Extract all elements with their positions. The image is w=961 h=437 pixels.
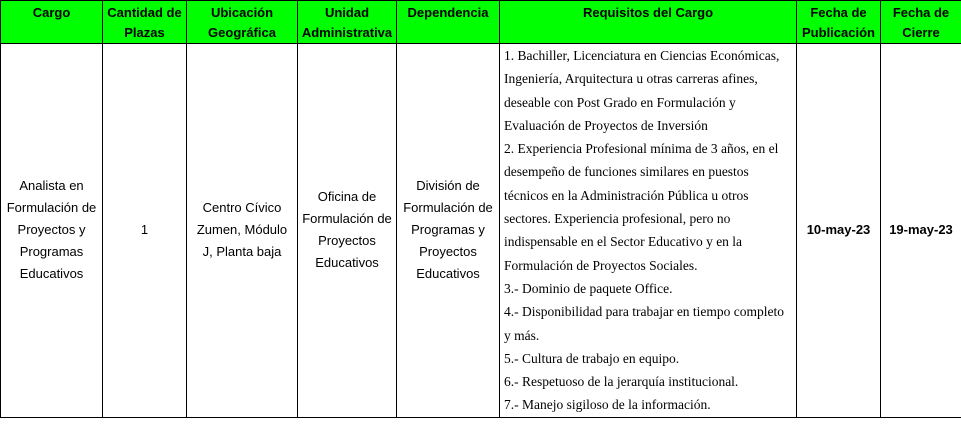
cell-requisitos (500, 44, 797, 418)
requisito-item: 1. Bachiller, Licenciatura en Ciencias Económicas, Ingeniería, Arquitectura u otras carreras afines, deseable con Post Grado en Formulación y Evaluación de Proyectos de Inversión (504, 48, 780, 133)
header-row (1, 1, 961, 44)
requisito-item: 2. Experiencia Profesional mínima de 3 años, en el desempeño de funciones similares en puestos técnicos en la Administración Pública u otros sectores. Experiencia profesional, pero no indispensable en el Sector Educativo y en la Formulación de Proyectos Sociales. (504, 141, 779, 273)
requisito-item: 7.- Manejo sigiloso de la información. (504, 397, 711, 413)
cell-dependencia: División de Formulación de Programas y Proyectos Educativos (397, 44, 500, 418)
cell-cantidad: 1 (103, 44, 187, 418)
header-ubicacion: Ubicación Geográfica (187, 1, 298, 44)
header-dependencia: Dependencia (397, 1, 500, 44)
header-requisitos: Requisitos del Cargo (500, 1, 797, 44)
requisito-item: 5.- Cultura de trabajo en equipo. (504, 350, 680, 366)
cell-ubicacion: Centro Cívico Zumen, Módulo J, Planta baja (187, 44, 298, 418)
cell-cargo: Analista en Formulación de Proyectos y Programas Educativos (1, 44, 103, 418)
header-cargo: Cargo (1, 1, 103, 44)
cell-fecha-cierre: 19-may-23 (881, 44, 961, 418)
cell-unidad: Oficina de Formulación de Proyectos Educativos (298, 44, 397, 418)
table-row (1, 44, 961, 418)
requisito-item: 6.- Respetuoso de la jerarquía institucional. (504, 374, 739, 390)
header-cierre: Fecha de Cierre (881, 1, 961, 44)
header-cantidad: Cantidad de Plazas (103, 1, 187, 44)
requisito-item: 3.- Dominio de paquete Office. (504, 280, 673, 296)
header-unidad: Unidad Administrativa (298, 1, 397, 44)
cell-fecha-publicacion: 10-may-23 (797, 44, 881, 418)
requisito-item: 4.- Disponibilidad para trabajar en tiempo completo y más. (504, 304, 785, 343)
header-publicacion: Fecha de Publicación (797, 1, 881, 44)
